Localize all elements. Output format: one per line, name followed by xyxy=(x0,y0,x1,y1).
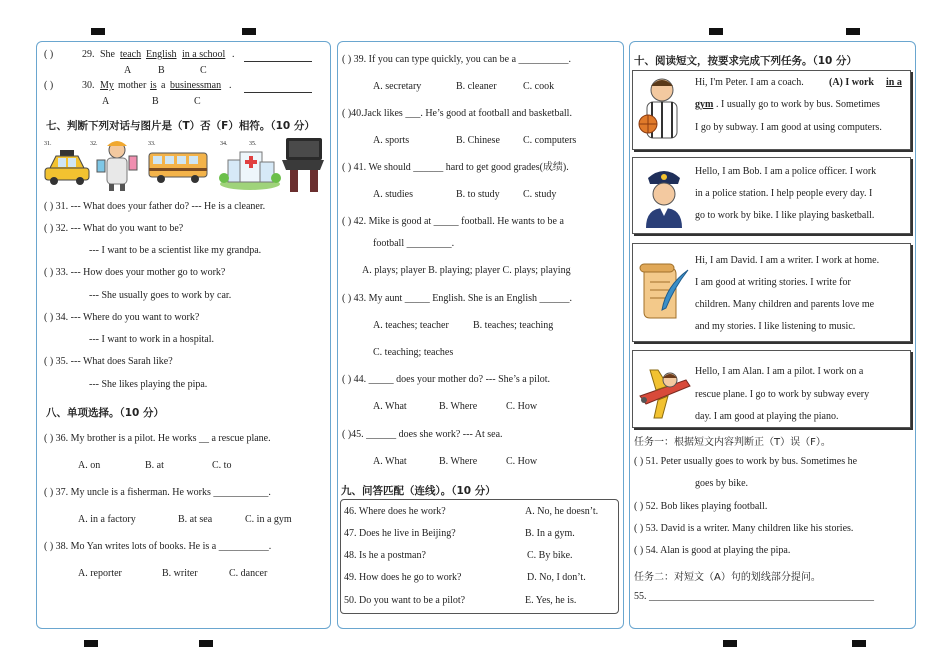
q36-option-c: C. to xyxy=(212,460,232,471)
registration-mark xyxy=(242,28,256,35)
q39-text: ( ) 39. If you can type quickly, you can be a __________. xyxy=(342,54,572,65)
registration-mark xyxy=(199,640,213,647)
q30-label-c: C xyxy=(194,96,201,107)
registration-mark xyxy=(84,640,98,647)
q29-option-a: teach xyxy=(120,49,142,60)
passage-a-underlined: gym xyxy=(695,99,714,110)
match-answer[interactable]: D. No, I don’t. xyxy=(527,572,586,583)
q43-text: ( ) 43. My aunt _____ English. She is an English ______. xyxy=(342,293,572,304)
q29-answer-line[interactable] xyxy=(244,61,312,62)
q45-option-a: A. What xyxy=(373,456,407,467)
scientist-icon xyxy=(95,138,140,192)
q30-word: a xyxy=(161,80,166,91)
q29-paren[interactable]: ( ) xyxy=(44,49,54,60)
q40-option-b: B. Chinese xyxy=(456,135,500,146)
q29-label-b: B xyxy=(158,65,165,76)
q40-option-c: C. computers xyxy=(523,135,577,146)
q44-text: ( ) 44. _____ does your mother do? --- She’s a pilot. xyxy=(342,374,551,385)
q41-option-b: B. to study xyxy=(456,189,500,200)
registration-mark xyxy=(91,28,105,35)
q43-option-a: A. teaches; teacher xyxy=(373,320,449,331)
q53-text: ( ) 53. David is a writer. Many children like his stories. xyxy=(634,523,854,534)
q37-option-a: A. in a factory xyxy=(78,514,136,525)
q29-option-b: English xyxy=(146,49,177,60)
q30-word: mother xyxy=(118,80,147,91)
q34-text: ( ) 34. --- Where do you want to work? xyxy=(44,312,200,323)
q54-text: ( ) 54. Alan is good at playing the pipa. xyxy=(634,545,791,556)
match-question[interactable]: 50. Do you want to be a pilot? xyxy=(344,595,466,606)
q30-label-b: B xyxy=(152,96,159,107)
passage-a-text: Hi, I'm Peter. I am a coach. xyxy=(695,77,804,88)
q41-option-a: A. studies xyxy=(373,189,413,200)
registration-mark xyxy=(723,640,737,647)
passage-b-text: go to work by bike. I like playing basketball. xyxy=(695,210,875,221)
q52-text: ( ) 52. Bob likes playing football. xyxy=(634,501,768,512)
match-question[interactable]: 47. Does he live in Beijing? xyxy=(344,528,456,539)
q37-text: ( ) 37. My uncle is a fisherman. He works ___________. xyxy=(44,487,271,498)
registration-mark xyxy=(852,640,866,647)
q45-option-c: C. How xyxy=(506,456,538,467)
q32-answer: --- I want to be a scientist like my grandpa. xyxy=(89,245,262,256)
q40-option-a: A. sports xyxy=(373,135,410,146)
q38-text: ( ) 38. Mo Yan writes lots of books. He is a __________. xyxy=(44,541,272,552)
coach-icon xyxy=(636,74,688,144)
q29-label-c: C xyxy=(200,65,207,76)
q38-option-c: C. dancer xyxy=(229,568,268,579)
q37-option-b: B. at sea xyxy=(178,514,213,525)
registration-mark xyxy=(709,28,723,35)
q39-option-b: B. cleaner xyxy=(456,81,497,92)
q43-option-c: C. teaching; teaches xyxy=(373,347,454,358)
q29-label-a: A xyxy=(124,65,132,76)
match-answer[interactable]: A. No, he doesn’t. xyxy=(525,506,599,517)
q30-option-b: is xyxy=(150,80,157,91)
hospital-icon xyxy=(218,140,282,190)
q35-text: ( ) 35. --- What does Sarah like? xyxy=(44,356,173,367)
q30-option-c: businessman xyxy=(170,80,222,91)
q51-text: ( ) 51. Peter usually goes to work by bus. Sometimes he xyxy=(634,456,858,467)
scroll-quill-icon xyxy=(636,262,690,324)
q51-text-cont: goes by bike. xyxy=(695,478,749,489)
section-8-title: 八、单项选择。（10 分） xyxy=(46,407,165,419)
match-answer[interactable]: C. By bike. xyxy=(527,550,573,561)
q55-answer-line[interactable]: 55. _____________________________________________ xyxy=(634,591,874,602)
passage-c-text: I am good at writing stories. I write for xyxy=(695,277,851,288)
pic-number: 33. xyxy=(148,141,156,147)
q32-text: ( ) 32. --- What do you want to be? xyxy=(44,223,184,234)
passage-c-text: Hi, I am David. I am a writer. I work at home. xyxy=(695,255,880,266)
pic-number: 32. xyxy=(90,141,98,147)
q40-text: ( )40.Jack likes ___. He’s good at football and basketball. xyxy=(342,108,572,119)
q36-text: ( ) 36. My brother is a pilot. He works __ a rescue plane. xyxy=(44,433,271,444)
q33-answer: --- She usually goes to work by car. xyxy=(89,290,232,301)
q38-option-b: B. writer xyxy=(162,568,198,579)
section-7-title: 七、判断下列对话与图片是（T）否（F）相符。（10 分） xyxy=(46,120,315,132)
match-question[interactable]: 48. Is he a postman? xyxy=(344,550,426,561)
q41-option-c: C. study xyxy=(523,189,557,200)
q29-word: She xyxy=(100,49,115,60)
q44-option-b: B. Where xyxy=(439,401,478,412)
q37-option-c: C. in a gym xyxy=(245,514,292,525)
match-question[interactable]: 49. How does he go to work? xyxy=(344,572,462,583)
q34-answer: --- I want to work in a hospital. xyxy=(89,334,214,345)
q45-option-b: B. Where xyxy=(439,456,478,467)
taxi-icon xyxy=(42,146,92,188)
passage-d-text: Hello, I am Alan. I am a pilot. I work on a xyxy=(695,366,864,377)
passage-d-text: rescue plane. I go to work by subway every xyxy=(695,389,870,400)
q36-option-b: B. at xyxy=(145,460,164,471)
passage-a-text: I go by subway. I am good at using computers. xyxy=(695,122,882,133)
q29-number: 29. xyxy=(82,49,95,60)
q44-option-a: A. What xyxy=(373,401,407,412)
q43-option-b: B. teaches; teaching xyxy=(473,320,554,331)
passage-c-text: children. Many children and parents love me xyxy=(695,299,875,310)
q30-period: . xyxy=(229,80,232,91)
passage-b-text: in a police station. I help people every day. I xyxy=(695,188,873,199)
q42-options: A. plays; player B. playing; player C. plays; playing xyxy=(362,265,571,276)
passage-c-text: and my stories. I like listening to music. xyxy=(695,321,856,332)
pic-number: 35. xyxy=(249,141,257,147)
section-9-title: 九、问答匹配（连线）。（10 分） xyxy=(341,485,496,497)
section-10-title: 十、阅读短文，按要求完成下列任务。（10 分） xyxy=(634,55,858,67)
q30-answer-line[interactable] xyxy=(244,92,312,93)
q38-option-a: A. reporter xyxy=(78,568,122,579)
q44-option-c: C. How xyxy=(506,401,538,412)
q33-text: ( ) 33. --- How does your mother go to work? xyxy=(44,267,226,278)
match-answer[interactable]: E. Yes, he is. xyxy=(525,595,577,606)
passage-d-text: day. I am good at playing the piano. xyxy=(695,411,839,422)
bus-icon xyxy=(147,151,210,185)
q42-text-cont: football _________. xyxy=(373,238,455,249)
q39-option-c: C. cook xyxy=(523,81,555,92)
q29-option-c: in a school xyxy=(182,49,226,60)
pic-number: 34. xyxy=(220,141,228,147)
q30-label-a: A xyxy=(102,96,110,107)
q41-text: ( ) 41. We should ______ hard to get good grades(成绩). xyxy=(342,162,569,173)
q29-period: . xyxy=(232,49,235,60)
pilot-plane-icon xyxy=(636,356,692,422)
passage-a-underlined: in a xyxy=(886,77,902,88)
match-answer[interactable]: B. In a gym. xyxy=(525,528,575,539)
q42-text: ( ) 42. Mike is good at _____ football. He wants to be a xyxy=(342,216,564,227)
q35-answer: --- She likes playing the pipa. xyxy=(89,379,208,390)
match-question[interactable]: 46. Where does he work? xyxy=(344,506,446,517)
q36-option-a: A. on xyxy=(78,460,101,471)
passage-b-text: Hello, I am Bob. I am a police officer. I work xyxy=(695,166,877,177)
q30-number: 30. xyxy=(82,80,95,91)
q45-text: ( )45. ______ does she work? --- At sea. xyxy=(342,429,503,440)
passage-a-text: . I usually go to work by bus. Sometimes xyxy=(716,99,880,110)
police-officer-icon xyxy=(640,164,688,228)
task-2-title: 任务二：对短文（A）句的划线部分提问。 xyxy=(634,572,821,583)
task-1-title: 任务一：根据短文内容判断正（T）误（F）。 xyxy=(634,437,831,448)
laptop-icon xyxy=(280,136,326,194)
pic-number: 31. xyxy=(44,141,52,147)
q39-option-a: A. secretary xyxy=(373,81,422,92)
passage-a-text: (A) I work xyxy=(829,77,874,88)
q30-paren[interactable]: ( ) xyxy=(44,80,54,91)
q30-option-a: My xyxy=(100,80,114,91)
q31-text: ( ) 31. --- What does your father do? --- He is a cleaner. xyxy=(44,201,266,212)
registration-mark xyxy=(846,28,860,35)
